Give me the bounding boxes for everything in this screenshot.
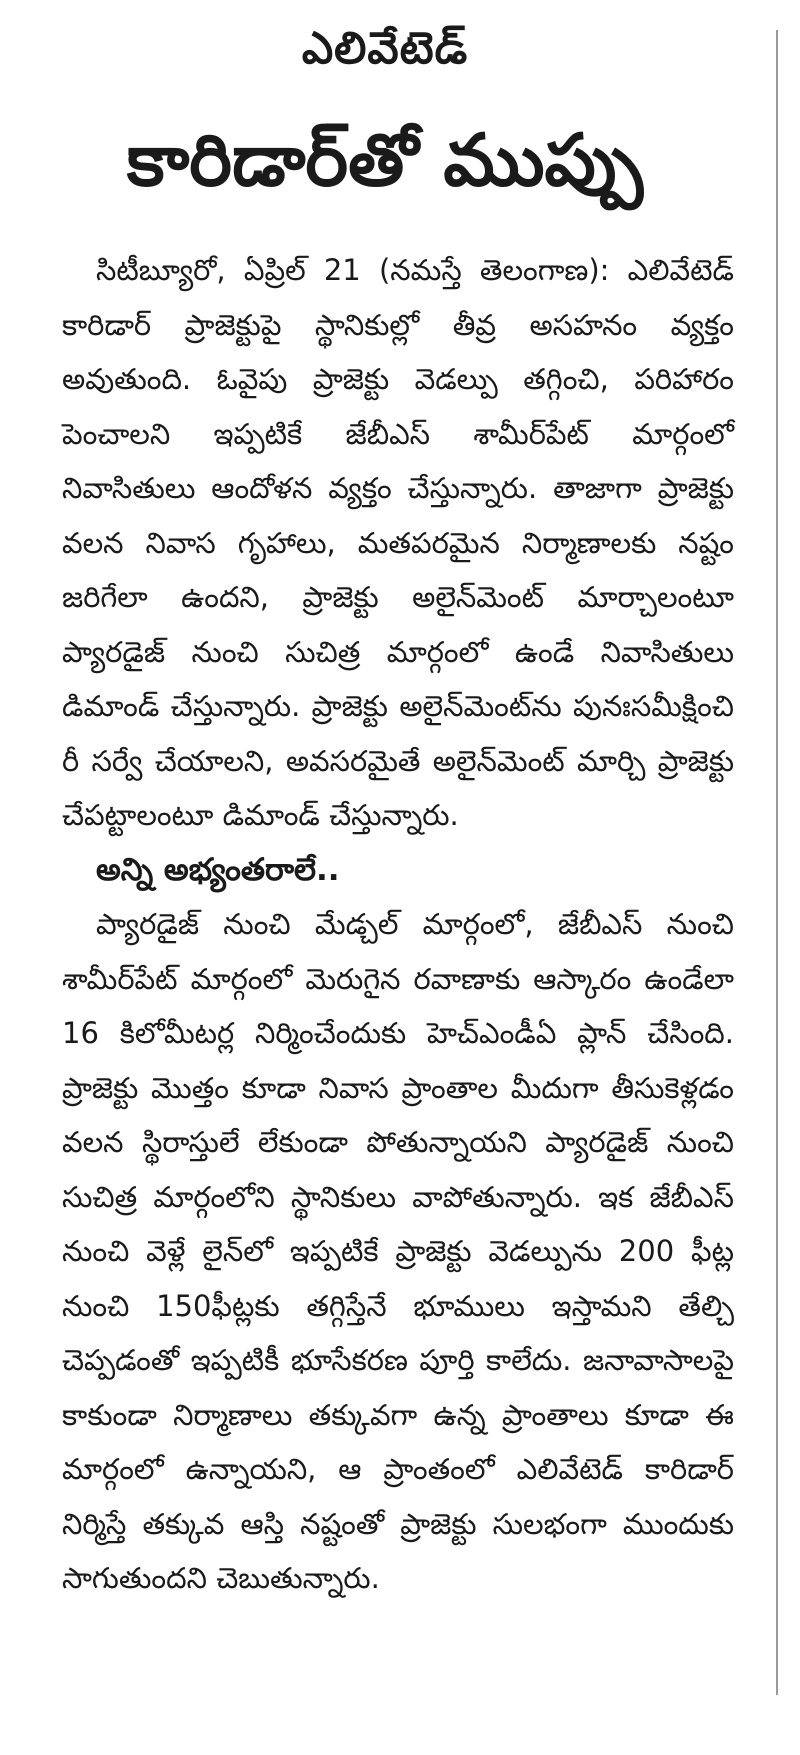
- article-subheading: అన్ని అభ్యంతరాలే..: [96, 851, 340, 888]
- article-body: [62, 243, 734, 1606]
- article-paragraph-1: సిటీబ్యూరో, ఏప్రిల్ 21 (నమస్తే తెలంగాణ): ఎలివేటెడ్ కారిడార్ ప్రాజెక్టుపై స్థానికుల్లో తీవ్ర అసహనం వ్యక్తం అవుతుంది. ఓవైపు ప్రాజెక్టు వెడల్పు తగ్గించి, పరిహారం పెంచాలని ఇప్పటికే జేబీఎస్ శామీర్‌పేట్ మార్గంలో నివాసితులు ఆందోళన వ్యక్తం చేస్తున్నారు. తాజాగా ప్రాజెక్టు వలన నివాస గృహాలు, మతపరమైన నిర్మాణాలకు నష్టం జరిగేలా ఉందని, ప్రాజెక్టు అలైన్‌మెంట్ మార్చాలంటూ ప్యారడైజ్ నుంచి సుచిత్ర మార్గంలో ఉండే నివాసితులు డిమాండ్ చేస్తున్నారు. ప్రాజెక్టు అలైన్‌మెంట్‌ను పునఃసమీక్షించి రీ సర్వే చేయాలని, అవసరమైతే అలైన్‌మెంట్ మార్చి ప్రాజెక్టు చేపట్టాలంటూ డిమాండ్ చేస్తున్నారు.: [62, 253, 734, 832]
- article-kicker: ఎలివేటెడ్: [301, 23, 469, 74]
- column-rule: [776, 30, 778, 1695]
- article-paragraph-2: ప్యారడైజ్ నుంచి మేడ్చల్ మార్గంలో, జేబీఎస్ నుంచి శామీర్‌పేట్ మార్గంలో మెరుగైన రవాణాకు ఆస్కారం ఉండేలా 16 కిలోమీటర్ల నిర్మించేందుకు హెచ్‌ఎండీఏ ప్లాన్ చేసింది. ప్రాజెక్టు మొత్తం కూడా నివాస ప్రాంతాల మీదుగా తీసుకెళ్లడం వలన స్థిరాస్తులే లేకుండా పోతున్నాయని ప్యారడైజ్ నుంచి సుచిత్ర మార్గంలోని స్థానికులు వాపోతున్నారు. ఇక జేబీఎస్ నుంచి వెళ్లే లైన్‌లో ఇప్పటికే ప్రాజెక్టు వెడల్పును 200 ఫీట్ల నుంచి 150ఫీట్లకు తగ్గిస్తేనే భూములు ఇస్తామని తేల్చి చెప్పడంతో ఇప్పటికీ భూసేకరణ పూర్తి కాలేదు. జనావాసాలపై కాకుండా నిర్మాణాలు తక్కువగా ఉన్న ప్రాంతాలు కూడా ఈ మార్గంలో ఉన్నాయని, ఆ ప్రాంతంలో ఎలివేటెడ్ కారిడార్ నిర్మిస్తే తక్కువ ఆస్తి నష్టంతో ప్రాజెక్టు సులభంగా ముందుకు సాగుతుందని చెబుతున్నారు.: [62, 907, 734, 1595]
- article-headline: కారిడార్‌తో ముప్పు: [126, 118, 644, 202]
